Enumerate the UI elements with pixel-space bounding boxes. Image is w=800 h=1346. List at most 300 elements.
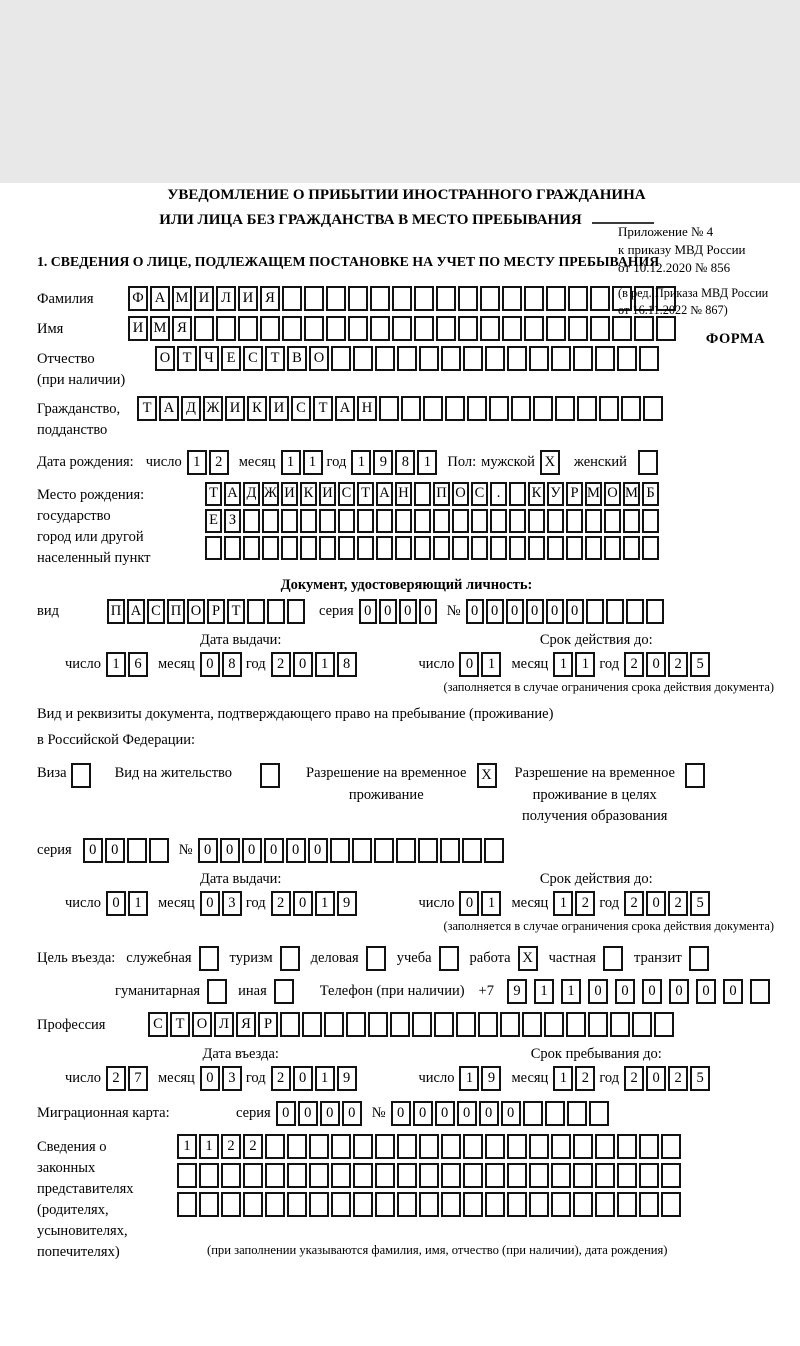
char-cell[interactable] [287, 599, 305, 624]
char-cell[interactable] [567, 1101, 587, 1126]
char-cell[interactable] [309, 1192, 329, 1217]
char-cell[interactable]: 0 [466, 599, 484, 624]
char-cell[interactable] [412, 1012, 432, 1037]
char-cell[interactable] [353, 346, 373, 371]
char-cell[interactable]: 0 [198, 838, 218, 863]
char-cell[interactable]: О [452, 482, 469, 506]
char-cell[interactable] [643, 396, 663, 421]
char-cell[interactable] [555, 396, 575, 421]
char-cell[interactable]: 1 [303, 450, 323, 475]
char-cell[interactable]: 6 [128, 652, 148, 677]
char-cell[interactable] [368, 1012, 388, 1037]
char-cell[interactable]: 0 [457, 1101, 477, 1126]
char-cell[interactable] [397, 1163, 417, 1188]
char-cell[interactable] [287, 1192, 307, 1217]
char-cell[interactable] [331, 1134, 351, 1159]
char-cell[interactable]: 2 [668, 1066, 688, 1091]
char-cell[interactable] [331, 1192, 351, 1217]
char-cell[interactable] [463, 1192, 483, 1217]
char-cell[interactable] [529, 1192, 549, 1217]
char-cell[interactable]: 0 [435, 1101, 455, 1126]
char-cell[interactable] [149, 838, 169, 863]
char-cell[interactable] [177, 1192, 197, 1217]
char-cell[interactable] [300, 536, 317, 560]
char-cell[interactable]: 2 [106, 1066, 126, 1091]
char-cell[interactable] [441, 1163, 461, 1188]
char-cell[interactable]: 9 [481, 1066, 501, 1091]
char-cell[interactable]: 1 [575, 652, 595, 677]
char-cell[interactable] [281, 536, 298, 560]
char-cell[interactable] [642, 509, 659, 533]
char-cell[interactable]: 1 [187, 450, 207, 475]
char-cell[interactable] [348, 286, 368, 311]
char-cell[interactable]: 8 [222, 652, 242, 677]
char-cell[interactable] [589, 1101, 609, 1126]
char-cell[interactable]: К [247, 396, 267, 421]
char-cell[interactable] [395, 536, 412, 560]
char-cell[interactable]: 9 [337, 891, 357, 916]
char-cell[interactable]: Т [137, 396, 157, 421]
char-cell[interactable]: Р [207, 599, 225, 624]
char-cell[interactable] [324, 1012, 344, 1037]
char-cell[interactable] [434, 1012, 454, 1037]
char-cell[interactable] [617, 346, 637, 371]
char-cell[interactable] [588, 1012, 608, 1037]
char-cell[interactable] [585, 536, 602, 560]
char-cell[interactable] [478, 1012, 498, 1037]
char-cell[interactable]: С [338, 482, 355, 506]
char-cell[interactable] [547, 509, 564, 533]
char-cell[interactable]: 0 [200, 891, 220, 916]
char-cell[interactable]: З [224, 509, 241, 533]
char-cell[interactable] [221, 1192, 241, 1217]
char-cell[interactable]: 0 [646, 891, 666, 916]
char-cell[interactable] [280, 1012, 300, 1037]
char-cell[interactable] [397, 1192, 417, 1217]
char-cell[interactable] [529, 1163, 549, 1188]
char-cell[interactable] [375, 1163, 395, 1188]
char-cell[interactable]: 2 [271, 1066, 291, 1091]
char-cell[interactable] [604, 509, 621, 533]
char-cell[interactable]: И [225, 396, 245, 421]
char-cell[interactable] [319, 536, 336, 560]
char-cell[interactable] [441, 1192, 461, 1217]
char-cell[interactable]: О [309, 346, 329, 371]
char-cell[interactable] [309, 1163, 329, 1188]
char-cell[interactable] [281, 509, 298, 533]
purpose-transit-checkbox[interactable] [689, 946, 709, 971]
char-cell[interactable] [509, 536, 526, 560]
char-cell[interactable]: М [150, 316, 170, 341]
char-cell[interactable]: 0 [264, 838, 284, 863]
char-cell[interactable] [573, 1134, 593, 1159]
char-cell[interactable] [309, 1134, 329, 1159]
char-cell[interactable] [265, 1192, 285, 1217]
char-cell[interactable] [440, 838, 460, 863]
char-cell[interactable] [546, 286, 566, 311]
char-cell[interactable] [595, 1134, 615, 1159]
char-cell[interactable] [529, 346, 549, 371]
char-cell[interactable] [750, 979, 770, 1004]
char-cell[interactable] [485, 1134, 505, 1159]
char-cell[interactable] [626, 599, 644, 624]
char-cell[interactable]: 0 [220, 838, 240, 863]
char-cell[interactable] [445, 396, 465, 421]
char-cell[interactable]: 0 [359, 599, 377, 624]
char-cell[interactable] [376, 509, 393, 533]
char-cell[interactable] [395, 509, 412, 533]
char-cell[interactable] [661, 1163, 681, 1188]
char-cell[interactable] [346, 1012, 366, 1037]
char-cell[interactable] [338, 536, 355, 560]
char-cell[interactable] [623, 536, 640, 560]
char-cell[interactable]: Я [260, 286, 280, 311]
purpose-other-checkbox[interactable] [274, 979, 294, 1004]
char-cell[interactable] [507, 1192, 527, 1217]
char-cell[interactable]: 0 [588, 979, 608, 1004]
char-cell[interactable] [433, 509, 450, 533]
char-cell[interactable] [390, 1012, 410, 1037]
char-cell[interactable] [441, 1134, 461, 1159]
char-cell[interactable] [566, 1012, 586, 1037]
char-cell[interactable] [573, 1163, 593, 1188]
char-cell[interactable] [353, 1192, 373, 1217]
char-cell[interactable] [639, 346, 659, 371]
char-cell[interactable] [471, 509, 488, 533]
char-cell[interactable]: Ч [199, 346, 219, 371]
char-cell[interactable]: 2 [575, 1066, 595, 1091]
char-cell[interactable]: И [281, 482, 298, 506]
char-cell[interactable] [419, 1192, 439, 1217]
char-cell[interactable]: 9 [507, 979, 527, 1004]
char-cell[interactable] [463, 1134, 483, 1159]
char-cell[interactable] [379, 396, 399, 421]
char-cell[interactable]: 5 [690, 652, 710, 677]
char-cell[interactable] [326, 286, 346, 311]
char-cell[interactable]: 0 [293, 652, 313, 677]
char-cell[interactable]: 0 [105, 838, 125, 863]
purpose-business-checkbox[interactable] [366, 946, 386, 971]
char-cell[interactable]: 1 [351, 450, 371, 475]
char-cell[interactable]: О [604, 482, 621, 506]
char-cell[interactable] [302, 1012, 322, 1037]
char-cell[interactable] [370, 286, 390, 311]
char-cell[interactable] [224, 536, 241, 560]
char-cell[interactable] [262, 536, 279, 560]
char-cell[interactable] [617, 1192, 637, 1217]
char-cell[interactable]: М [585, 482, 602, 506]
char-cell[interactable] [595, 346, 615, 371]
char-cell[interactable]: И [194, 286, 214, 311]
char-cell[interactable]: 1 [553, 1066, 573, 1091]
char-cell[interactable] [471, 536, 488, 560]
char-cell[interactable] [456, 1012, 476, 1037]
char-cell[interactable]: Т [265, 346, 285, 371]
char-cell[interactable]: 0 [459, 891, 479, 916]
char-cell[interactable] [566, 509, 583, 533]
char-cell[interactable]: С [148, 1012, 168, 1037]
char-cell[interactable] [418, 838, 438, 863]
char-cell[interactable] [485, 1163, 505, 1188]
char-cell[interactable] [595, 1163, 615, 1188]
char-cell[interactable]: 0 [379, 599, 397, 624]
char-cell[interactable]: 1 [417, 450, 437, 475]
char-cell[interactable] [507, 346, 527, 371]
char-cell[interactable]: 1 [199, 1134, 219, 1159]
char-cell[interactable] [623, 509, 640, 533]
char-cell[interactable]: 0 [286, 838, 306, 863]
char-cell[interactable]: 0 [723, 979, 743, 1004]
char-cell[interactable] [127, 838, 147, 863]
char-cell[interactable] [375, 346, 395, 371]
char-cell[interactable]: О [187, 599, 205, 624]
char-cell[interactable]: П [107, 599, 125, 624]
char-cell[interactable]: Т [227, 599, 245, 624]
char-cell[interactable]: 0 [486, 599, 504, 624]
char-cell[interactable] [523, 1101, 543, 1126]
purpose-private-checkbox[interactable] [603, 946, 623, 971]
char-cell[interactable] [423, 396, 443, 421]
char-cell[interactable]: Т [313, 396, 333, 421]
char-cell[interactable]: Н [395, 482, 412, 506]
char-cell[interactable]: 0 [459, 652, 479, 677]
char-cell[interactable]: И [269, 396, 289, 421]
char-cell[interactable] [441, 346, 461, 371]
char-cell[interactable]: 1 [481, 891, 501, 916]
char-cell[interactable]: Д [243, 482, 260, 506]
char-cell[interactable] [547, 536, 564, 560]
char-cell[interactable] [617, 1134, 637, 1159]
char-cell[interactable]: 0 [391, 1101, 411, 1126]
char-cell[interactable]: Н [357, 396, 377, 421]
char-cell[interactable] [199, 1192, 219, 1217]
char-cell[interactable] [287, 1163, 307, 1188]
char-cell[interactable]: Т [205, 482, 222, 506]
char-cell[interactable]: 0 [566, 599, 584, 624]
char-cell[interactable] [375, 1134, 395, 1159]
char-cell[interactable]: К [300, 482, 317, 506]
char-cell[interactable] [436, 286, 456, 311]
char-cell[interactable] [243, 1192, 263, 1217]
char-cell[interactable]: 9 [337, 1066, 357, 1091]
char-cell[interactable] [606, 599, 624, 624]
temp-residence-edu-checkbox[interactable] [685, 763, 705, 788]
char-cell[interactable] [353, 1134, 373, 1159]
char-cell[interactable]: 2 [209, 450, 229, 475]
char-cell[interactable]: 1 [281, 450, 301, 475]
char-cell[interactable]: 2 [624, 891, 644, 916]
purpose-work-checkbox[interactable]: X [518, 946, 538, 971]
char-cell[interactable]: А [376, 482, 393, 506]
char-cell[interactable] [617, 1163, 637, 1188]
char-cell[interactable] [397, 1134, 417, 1159]
char-cell[interactable] [642, 536, 659, 560]
char-cell[interactable]: 0 [526, 599, 544, 624]
char-cell[interactable]: 0 [546, 599, 564, 624]
char-cell[interactable]: 0 [342, 1101, 362, 1126]
char-cell[interactable]: 1 [315, 652, 335, 677]
char-cell[interactable] [661, 1134, 681, 1159]
char-cell[interactable]: Т [357, 482, 374, 506]
char-cell[interactable] [485, 1192, 505, 1217]
char-cell[interactable]: 8 [395, 450, 415, 475]
char-cell[interactable]: 2 [668, 891, 688, 916]
char-cell[interactable]: М [172, 286, 192, 311]
char-cell[interactable] [489, 396, 509, 421]
char-cell[interactable] [419, 346, 439, 371]
char-cell[interactable] [265, 1134, 285, 1159]
residence-permit-checkbox[interactable] [260, 763, 280, 788]
char-cell[interactable] [509, 509, 526, 533]
char-cell[interactable] [490, 509, 507, 533]
char-cell[interactable] [463, 346, 483, 371]
char-cell[interactable] [528, 509, 545, 533]
char-cell[interactable] [568, 286, 588, 311]
char-cell[interactable]: Я [172, 316, 192, 341]
char-cell[interactable]: Я [236, 1012, 256, 1037]
char-cell[interactable]: Б [642, 482, 659, 506]
char-cell[interactable] [247, 599, 265, 624]
char-cell[interactable]: А [159, 396, 179, 421]
char-cell[interactable]: 9 [373, 450, 393, 475]
char-cell[interactable]: П [167, 599, 185, 624]
char-cell[interactable]: 5 [690, 891, 710, 916]
char-cell[interactable]: А [335, 396, 355, 421]
char-cell[interactable]: Ж [262, 482, 279, 506]
char-cell[interactable] [375, 1192, 395, 1217]
char-cell[interactable] [414, 536, 431, 560]
char-cell[interactable]: 0 [200, 1066, 220, 1091]
char-cell[interactable] [507, 1134, 527, 1159]
char-cell[interactable]: 2 [624, 652, 644, 677]
char-cell[interactable]: 0 [646, 1066, 666, 1091]
char-cell[interactable]: М [623, 482, 640, 506]
char-cell[interactable] [419, 1163, 439, 1188]
char-cell[interactable]: А [127, 599, 145, 624]
char-cell[interactable]: В [287, 346, 307, 371]
char-cell[interactable] [545, 1101, 565, 1126]
char-cell[interactable]: 0 [320, 1101, 340, 1126]
char-cell[interactable]: 5 [690, 1066, 710, 1091]
char-cell[interactable] [397, 346, 417, 371]
char-cell[interactable] [632, 1012, 652, 1037]
char-cell[interactable] [551, 346, 571, 371]
char-cell[interactable]: 2 [668, 652, 688, 677]
char-cell[interactable]: И [319, 482, 336, 506]
purpose-humanitarian-checkbox[interactable] [207, 979, 227, 1004]
visa-checkbox[interactable] [71, 763, 91, 788]
char-cell[interactable] [490, 536, 507, 560]
char-cell[interactable]: 2 [243, 1134, 263, 1159]
char-cell[interactable]: Т [177, 346, 197, 371]
temp-residence-checkbox[interactable]: X [477, 763, 497, 788]
purpose-study-checkbox[interactable] [439, 946, 459, 971]
char-cell[interactable]: 0 [308, 838, 328, 863]
char-cell[interactable] [319, 509, 336, 533]
char-cell[interactable] [585, 509, 602, 533]
char-cell[interactable] [509, 482, 526, 506]
char-cell[interactable] [480, 286, 500, 311]
char-cell[interactable]: 0 [298, 1101, 318, 1126]
char-cell[interactable]: Д [181, 396, 201, 421]
char-cell[interactable] [502, 286, 522, 311]
char-cell[interactable] [304, 286, 324, 311]
sex-female-checkbox[interactable] [638, 450, 658, 475]
char-cell[interactable]: 0 [506, 599, 524, 624]
sex-male-checkbox[interactable]: X [540, 450, 560, 475]
char-cell[interactable]: 2 [271, 652, 291, 677]
char-cell[interactable]: С [147, 599, 165, 624]
char-cell[interactable]: 3 [222, 891, 242, 916]
char-cell[interactable]: 7 [128, 1066, 148, 1091]
char-cell[interactable]: Е [221, 346, 241, 371]
char-cell[interactable] [452, 509, 469, 533]
char-cell[interactable] [529, 1134, 549, 1159]
char-cell[interactable]: 0 [696, 979, 716, 1004]
char-cell[interactable]: 1 [128, 891, 148, 916]
char-cell[interactable]: 0 [242, 838, 262, 863]
char-cell[interactable] [396, 838, 416, 863]
char-cell[interactable] [463, 1163, 483, 1188]
char-cell[interactable] [524, 286, 544, 311]
char-cell[interactable] [287, 1134, 307, 1159]
char-cell[interactable]: 2 [271, 891, 291, 916]
char-cell[interactable] [282, 286, 302, 311]
char-cell[interactable]: 1 [481, 652, 501, 677]
char-cell[interactable] [485, 346, 505, 371]
char-cell[interactable]: И [238, 286, 258, 311]
char-cell[interactable] [573, 1192, 593, 1217]
char-cell[interactable] [300, 509, 317, 533]
char-cell[interactable] [507, 1163, 527, 1188]
char-cell[interactable]: С [243, 346, 263, 371]
char-cell[interactable] [522, 1012, 542, 1037]
char-cell[interactable] [262, 509, 279, 533]
char-cell[interactable] [419, 1134, 439, 1159]
char-cell[interactable]: А [224, 482, 241, 506]
char-cell[interactable] [458, 286, 478, 311]
char-cell[interactable]: 0 [399, 599, 417, 624]
char-cell[interactable]: 1 [561, 979, 581, 1004]
char-cell[interactable] [484, 838, 504, 863]
char-cell[interactable]: У [547, 482, 564, 506]
char-cell[interactable] [374, 838, 394, 863]
char-cell[interactable]: 0 [615, 979, 635, 1004]
char-cell[interactable] [639, 1192, 659, 1217]
char-cell[interactable]: 1 [553, 652, 573, 677]
char-cell[interactable] [376, 536, 393, 560]
char-cell[interactable]: О [192, 1012, 212, 1037]
char-cell[interactable]: 0 [419, 599, 437, 624]
char-cell[interactable]: С [291, 396, 311, 421]
char-cell[interactable]: 0 [413, 1101, 433, 1126]
char-cell[interactable] [639, 1163, 659, 1188]
char-cell[interactable] [621, 396, 641, 421]
char-cell[interactable]: 0 [642, 979, 662, 1004]
char-cell[interactable]: 1 [459, 1066, 479, 1091]
char-cell[interactable] [265, 1163, 285, 1188]
char-cell[interactable] [357, 509, 374, 533]
char-cell[interactable] [331, 346, 351, 371]
char-cell[interactable]: 0 [646, 652, 666, 677]
char-cell[interactable] [654, 1012, 674, 1037]
char-cell[interactable]: К [528, 482, 545, 506]
char-cell[interactable]: 8 [337, 652, 357, 677]
char-cell[interactable] [639, 1134, 659, 1159]
char-cell[interactable]: С [471, 482, 488, 506]
char-cell[interactable] [551, 1163, 571, 1188]
char-cell[interactable]: 2 [624, 1066, 644, 1091]
